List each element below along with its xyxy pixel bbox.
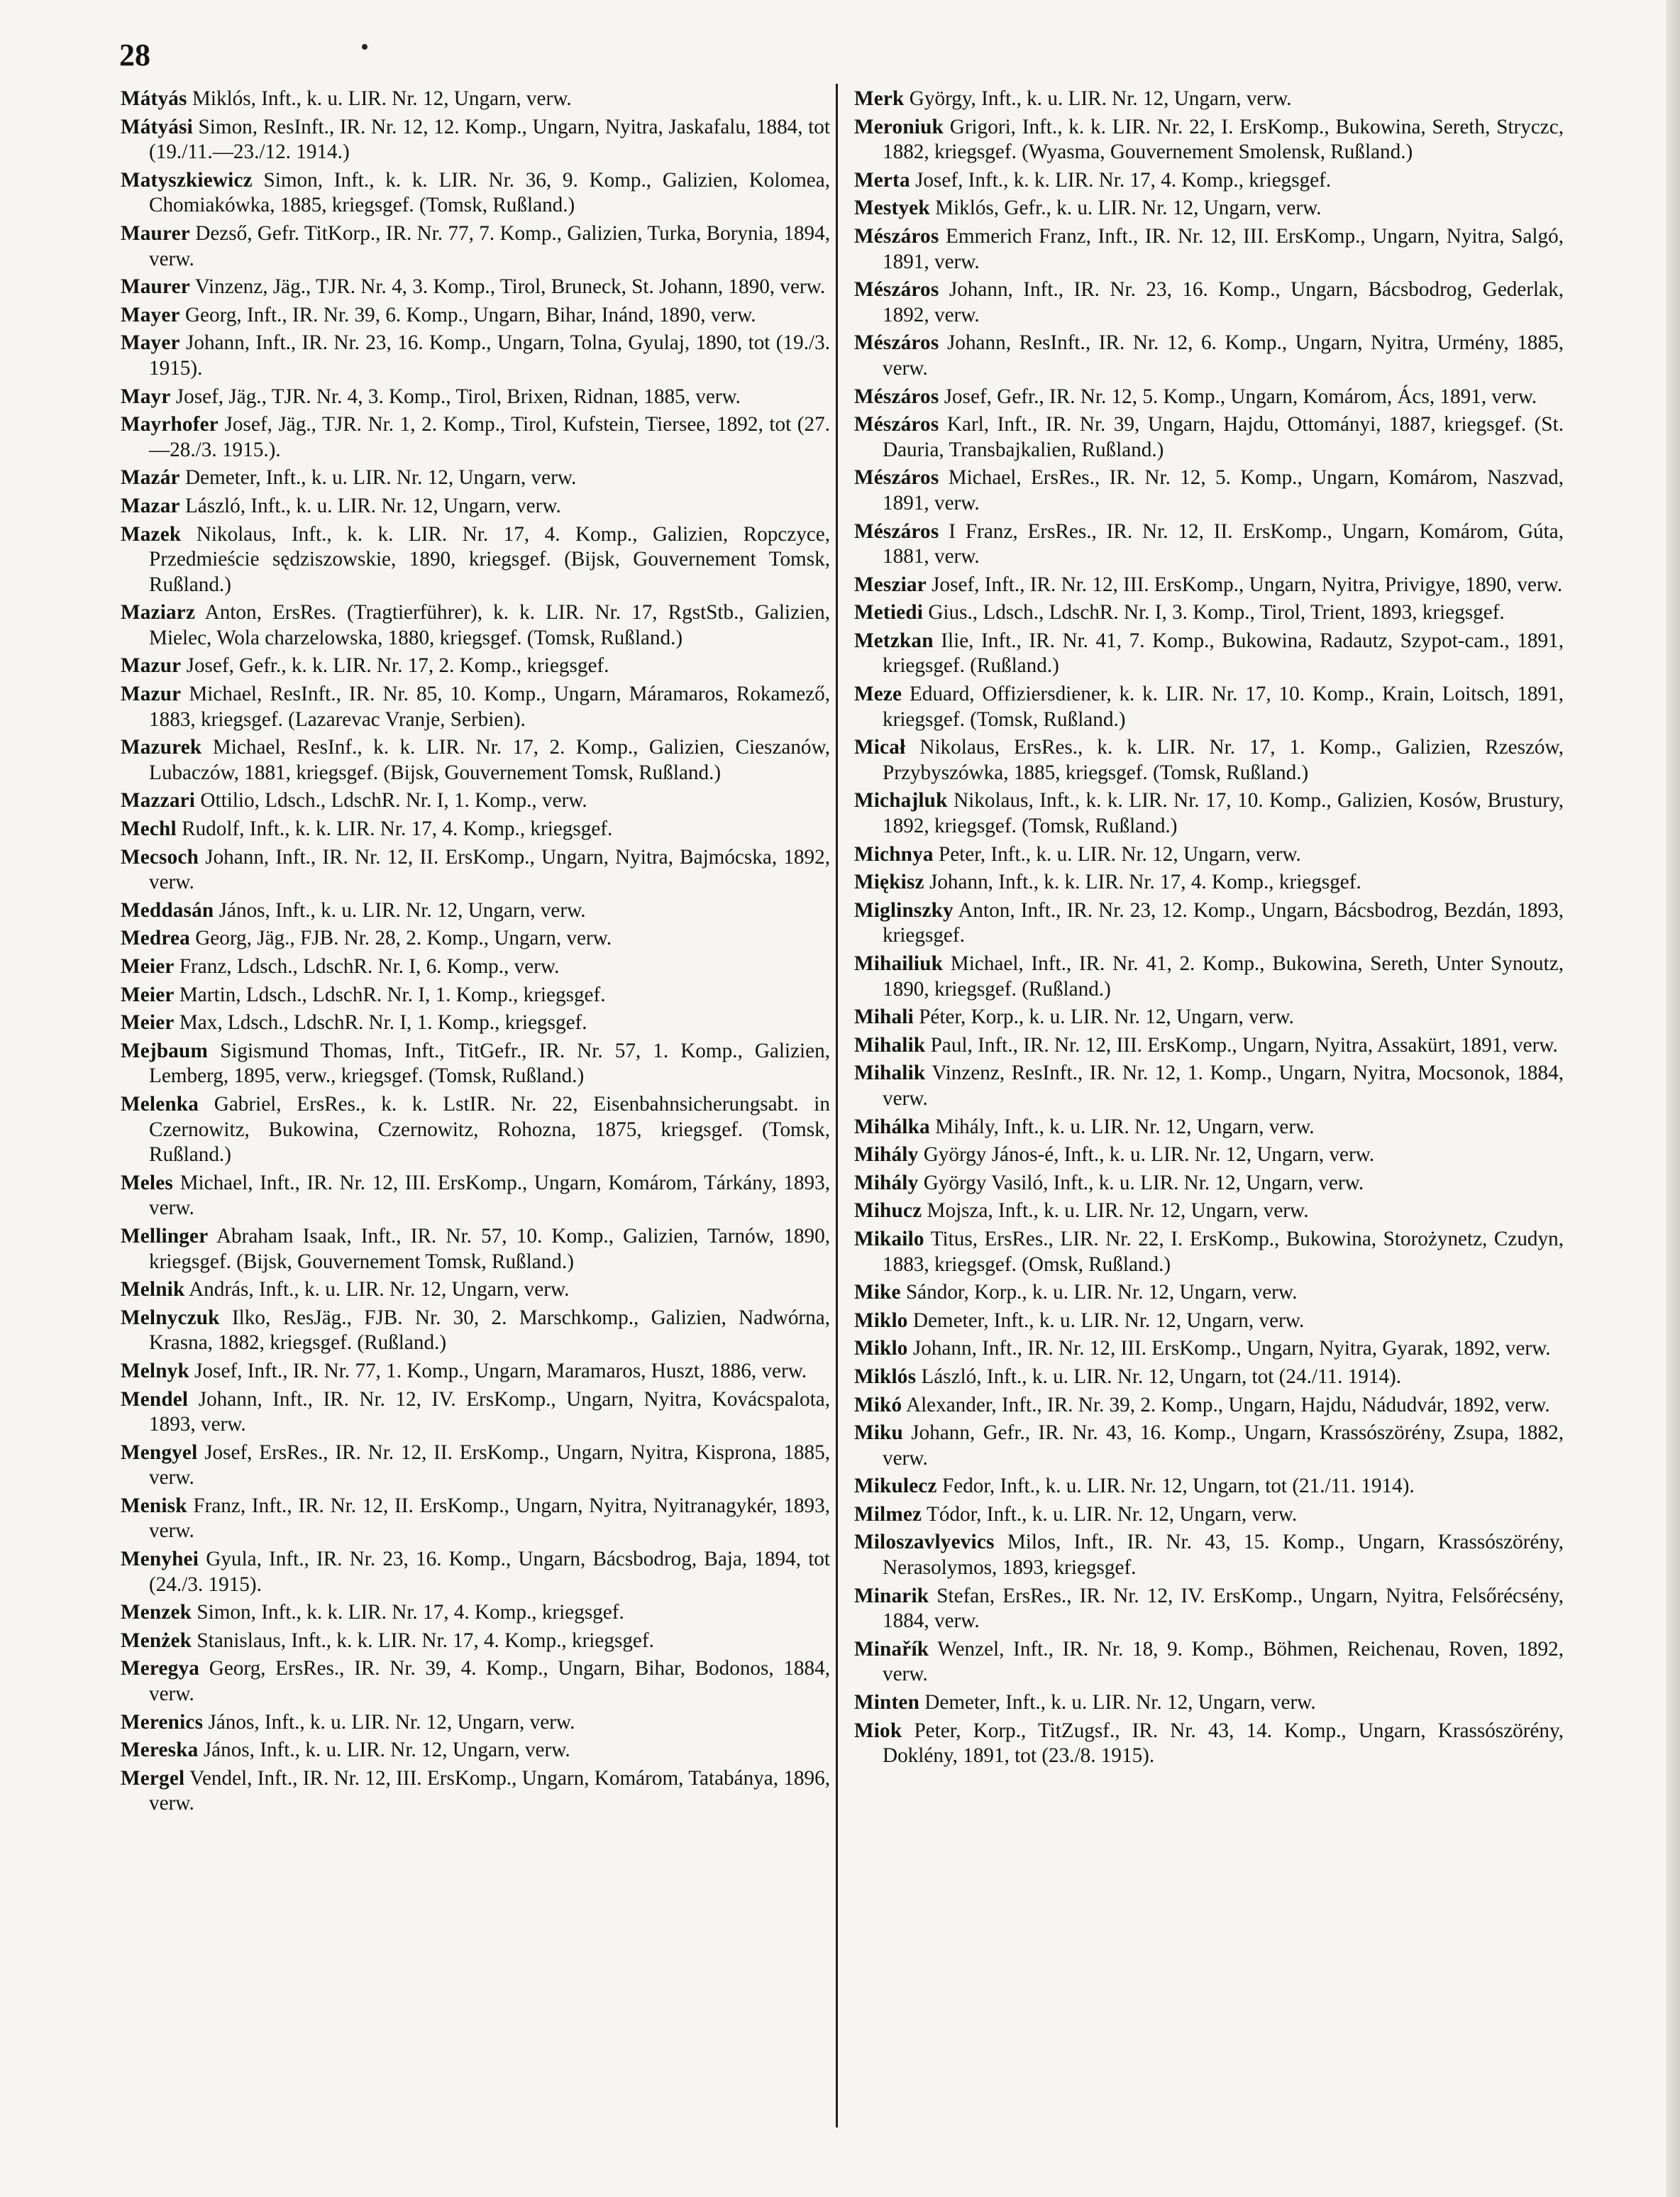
entry-details: Vinzenz, Jäg., TJR. Nr. 4, 3. Komp., Tirol, Bruneck, St. Johann, 1890, verw. [194, 275, 826, 299]
entry-surname: Mestyek [854, 197, 930, 220]
entry-details: Josef, Gefr., k. k. LIR. Nr. 17, 2. Komp., kriegsgef. [186, 654, 609, 678]
list-entry [121, 1494, 830, 1544]
list-entry [854, 1227, 1564, 1277]
list-entry [121, 1441, 830, 1491]
entry-surname: Mikulecz [854, 1475, 937, 1498]
entry-surname: Melnyk [121, 1359, 189, 1382]
list-entry [121, 654, 830, 679]
entry-details: Vinzenz, ResInft., IR. Nr. 12, 1. Komp., Ungarn, Nyitra, Mocsonok, 1884, verw. [883, 1062, 1564, 1110]
list-entry [854, 682, 1564, 732]
list-entry [854, 1005, 1564, 1030]
entry-details: Nikolaus, Inft., k. k. LIR. Nr. 17, 10. Komp., Galizien, Kosów, Brustury, 1892, kriegsgef. (Tomsk, Rußland.) [883, 789, 1564, 838]
entry-surname: Mihailiuk [854, 952, 944, 975]
entry-details: László, Inft., k. u. LIR. Nr. 12, Ungarn, tot (24./11. 1914). [921, 1365, 1402, 1388]
entry-details: Nikolaus, Inft., k. k. LIR. Nr. 17, 4. Komp., Galizien, Ropczyce, Przedmieście sędziszowskie, 1890, kriegsgef. (Bijsk, Gouvernement Tomsk, Rußland.) [149, 522, 831, 596]
entry-surname: Metiedi [854, 601, 924, 624]
list-entry [121, 1171, 830, 1221]
entry-details: Anton, Inft., IR. Nr. 23, 12. Komp., Ungarn, Bácsbodrog, Bezdán, 1893, kriegsgef. [883, 898, 1564, 947]
entry-surname: Miglinszky [854, 898, 954, 922]
entry-details: Abraham Isaak, Inft., IR. Nr. 57, 10. Komp., Galizien, Tarnów, 1890, kriegsgef. (Bijsk, Gouvernement Tomsk, Rußland.) [149, 1224, 830, 1273]
entry-details: I Franz, ErsRes., IR. Nr. 12, II. ErsKomp., Ungarn, Komárom, Gúta, 1881, verw. [883, 519, 1564, 568]
list-entry [121, 522, 830, 598]
entry-surname: Mejbaum [121, 1039, 208, 1062]
list-entry [854, 115, 1564, 165]
entry-details: Wenzel, Inft., IR. Nr. 18, 9. Komp., Böhmen, Reichenau, Roven, 1892, verw. [883, 1637, 1564, 1686]
list-entry [854, 1061, 1564, 1111]
list-entry [121, 303, 830, 329]
list-entry [854, 1365, 1564, 1390]
entry-details: Georg, Jäg., FJB. Nr. 28, 2. Komp., Ungarn, verw. [195, 927, 612, 950]
entry-details: Johann, Inft., IR. Nr. 12, IV. ErsKomp., Ungarn, Nyitra, Kovácspalota, 1893, verw. [149, 1387, 830, 1436]
list-entry [854, 1199, 1564, 1224]
entry-surname: Michajluk [854, 789, 948, 813]
entry-details: Ilko, ResJäg., FJB. Nr. 30, 2. Marschkomp., Galizien, Nadwórna, Krasna, 1882, kriegsgef. (Rußland.) [149, 1306, 830, 1355]
entry-details: Johann, Inft., IR. Nr. 23, 16. Komp., Ungarn, Bácsbodrog, Gederlak, 1892, verw. [883, 278, 1564, 326]
entry-details: Demeter, Inft., k. u. LIR. Nr. 12, Ungarn, verw. [924, 1691, 1316, 1714]
entry-details: Sigismund Thomas, Inft., TitGefr., IR. Nr. 57, 1. Komp., Galizien, Lemberg, 1895, verw., kriegsgef. (Tomsk, Rußland.) [149, 1039, 830, 1088]
list-entry [121, 1224, 830, 1274]
entry-details: Josef, Inft., k. k. LIR. Nr. 17, 4. Komp., kriegsgef. [915, 168, 1332, 192]
list-entry [854, 1584, 1564, 1634]
entry-details: Péter, Korp., k. u. LIR. Nr. 12, Ungarn, verw. [919, 1006, 1294, 1029]
list-entry [854, 1142, 1564, 1168]
list-entry [854, 1171, 1564, 1196]
entry-surname: Mengyel [121, 1441, 198, 1464]
entry-details: Miklós, Gefr., k. u. LIR. Nr. 12, Ungarn, verw. [935, 197, 1322, 220]
entry-details: Grigori, Inft., k. k. LIR. Nr. 22, I. ErsKomp., Bukowina, Sereth, Stryczc, 1882, kriegsgef. (Wyasma, Gouvernement Smolensk, Rußland.) [883, 115, 1564, 164]
list-entry [121, 954, 830, 980]
entry-details: Michael, ResInft., IR. Nr. 85, 10. Komp., Ungarn, Máramaros, Rokamező, 1883, kriegsgef. (Lazarevac Vranje, Serbien). [149, 683, 830, 731]
list-entry [854, 168, 1564, 194]
entry-surname: Melenka [121, 1092, 199, 1116]
list-entry [121, 735, 830, 786]
list-entry [854, 1280, 1564, 1306]
list-entry [121, 331, 830, 381]
entry-surname: Mazur [121, 654, 182, 678]
entry-surname: Meles [121, 1171, 173, 1194]
entry-surname: Mereska [121, 1739, 199, 1762]
list-entry [121, 898, 830, 924]
entry-details: Simon, ResInft., IR. Nr. 12, 12. Komp., Ungarn, Nyitra, Jaskafalu, 1884, tot (19./11.—23./12. 1914.) [149, 115, 830, 164]
list-entry [854, 1502, 1564, 1528]
entry-surname: Mesziar [854, 573, 927, 596]
entry-details: Georg, ErsRes., IR. Nr. 39, 4. Komp., Ungarn, Bihar, Bodonos, 1884, verw. [149, 1657, 831, 1706]
entry-details: Josef, Inft., IR. Nr. 12, III. ErsKomp., Ungarn, Nyitra, Privigye, 1890, verw. [932, 573, 1563, 596]
entry-surname: Mihálka [854, 1115, 930, 1138]
entry-details: Gabriel, ErsRes., k. k. LstIR. Nr. 22, Eisenbahnsicherungsabt. in Czernowitz, Bukowina, Czernowitz, Rohozna, 1875, kriegsgef. (Tomsk, Rußland.) [149, 1092, 831, 1167]
list-entry [854, 952, 1564, 1002]
entry-surname: Meze [854, 683, 902, 706]
entry-details: Peter, Korp., TitZugsf., IR. Nr. 43, 14. Komp., Ungarn, Krassószörény, Doklény, 1891, tot (23./8. 1915). [883, 1719, 1564, 1768]
list-entry [854, 629, 1564, 679]
list-entry [121, 1359, 830, 1384]
list-entry [854, 1421, 1564, 1471]
entry-details: Milos, Inft., IR. Nr. 43, 15. Komp., Ungarn, Krassószörény, Nerasolymos, 1893, kriegsgef. [883, 1531, 1564, 1580]
entry-surname: Merta [854, 168, 910, 192]
list-entry [854, 898, 1564, 949]
entry-surname: Mészáros [854, 385, 939, 408]
entry-surname: Mátyás [121, 87, 187, 110]
list-entry [121, 412, 830, 463]
entry-surname: Meier [121, 955, 175, 978]
entry-surname: Minarik [854, 1584, 929, 1607]
entry-surname: Miok [854, 1719, 902, 1742]
entry-details: Johann, Inft., IR. Nr. 23, 16. Komp., Ungarn, Tolna, Gyulaj, 1890, tot (19./3. 1915). [149, 331, 830, 380]
entry-surname: Mazar [121, 494, 180, 517]
list-entry [854, 1530, 1564, 1580]
entry-details: Johann, Inft., k. k. LIR. Nr. 17, 4. Komp., kriegsgef. [929, 871, 1361, 894]
print-speck [362, 44, 368, 50]
list-entry [854, 1336, 1564, 1362]
entry-details: Karl, Inft., IR. Nr. 39, Ungarn, Hajdu, Ottományi, 1887, kriegsgef. (St. Dauria, Transbajkalien, Rußland.) [883, 413, 1564, 461]
entry-surname: Mazurek [121, 736, 202, 759]
list-entry [121, 87, 830, 112]
entry-details: Gyula, Inft., IR. Nr. 23, 16. Komp., Ungarn, Bácsbodrog, Baja, 1894, tot (24./3. 1915). [149, 1548, 831, 1596]
list-entry [854, 600, 1564, 626]
entry-surname: Maziarz [121, 601, 196, 624]
entry-details: Emmerich Franz, Inft., IR. Nr. 12, III. ErsKomp., Ungarn, Nyitra, Salgó, 1891, verw. [883, 224, 1564, 273]
entry-surname: Matyszkiewicz [121, 168, 253, 192]
page-edge-shadow [1666, 0, 1680, 2197]
list-entry [121, 1766, 830, 1817]
entry-details: Martin, Ldsch., LdschR. Nr. I, 1. Komp., kriegsgef. [179, 983, 606, 1006]
entry-details: Johann, ResInft., IR. Nr. 12, 6. Komp., Ungarn, Nyitra, Urmény, 1885, verw. [883, 331, 1564, 380]
entry-details: Josef, Jäg., TJR. Nr. 4, 3. Komp., Tirol, Brixen, Ridnan, 1885, verw. [175, 385, 741, 408]
list-entry [854, 196, 1564, 221]
entry-details: Peter, Inft., k. u. LIR. Nr. 12, Ungarn, verw. [938, 842, 1301, 866]
entry-details: Michael, Inft., IR. Nr. 41, 2. Komp., Bukowina, Sereth, Unter Synoutz, 1890, kriegsgef. (Rußland.) [883, 952, 1564, 1001]
entry-surname: Merenics [121, 1710, 204, 1734]
entry-details: Nikolaus, ErsRes., k. k. LIR. Nr. 17, 1. Komp., Galizien, Rzeszów, Przybyszówka, 1885, kriegsgef. (Tomsk, Rußland.) [883, 736, 1564, 784]
list-entry [121, 221, 830, 272]
list-entry [854, 331, 1564, 381]
entry-surname: Mikó [854, 1393, 902, 1416]
list-entry [121, 1306, 830, 1356]
entry-details: Eduard, Offiziersdiener, k. k. LIR. Nr. 17, 10. Komp., Krain, Loitsch, 1891, kriegsgef. (Tomsk, Rußland.) [883, 683, 1564, 731]
entry-surname: Mazek [121, 522, 182, 546]
list-entry [854, 87, 1564, 112]
list-entry [854, 412, 1564, 463]
entry-details: András, Inft., k. u. LIR. Nr. 12, Ungarn, verw. [189, 1278, 570, 1301]
entry-surname: Mecsoch [121, 845, 199, 869]
entry-surname: Mazzari [121, 789, 196, 813]
entry-surname: Miklo [854, 1337, 908, 1360]
entry-surname: Miloszavlyevics [854, 1531, 995, 1554]
list-entry [121, 275, 830, 300]
entry-surname: Menisk [121, 1494, 187, 1517]
entry-surname: Mazur [121, 683, 182, 706]
entry-details: Simon, Inft., k. k. LIR. Nr. 36, 9. Komp., Galizien, Kolomea, Chomiakówka, 1885, kriegsgef. (Tomsk, Rußland.) [149, 168, 830, 217]
entry-details: György, Inft., k. u. LIR. Nr. 12, Ungarn, verw. [909, 87, 1292, 110]
entry-details: Ottilio, Ldsch., LdschR. Nr. I, 1. Komp., verw. [200, 789, 587, 813]
list-entry [854, 1115, 1564, 1140]
list-entry [854, 1474, 1564, 1499]
entry-surname: Medrea [121, 927, 190, 950]
entry-surname: Mayer [121, 331, 180, 355]
list-entry [121, 1277, 830, 1303]
entry-details: Michael, ErsRes., IR. Nr. 12, 5. Komp., Ungarn, Komárom, Naszvad, 1891, verw. [883, 466, 1564, 514]
entry-surname: Mészáros [854, 466, 939, 490]
list-entry [854, 870, 1564, 896]
entry-surname: Miklo [854, 1309, 908, 1332]
right-column [854, 87, 1564, 1772]
entry-surname: Meddasán [121, 898, 214, 922]
entry-surname: Mazár [121, 466, 180, 490]
entry-surname: Metzkan [854, 629, 934, 652]
entry-details: Franz, Ldsch., LdschR. Nr. I, 6. Komp., verw. [179, 955, 560, 978]
entry-details: Alexander, Inft., IR. Nr. 39, 2. Komp., Ungarn, Hajdu, Nádudvár, 1892, verw. [905, 1393, 1550, 1416]
list-entry [121, 1629, 830, 1654]
list-entry [854, 735, 1564, 786]
list-entry [854, 573, 1564, 598]
entry-surname: Menzek [121, 1601, 192, 1624]
list-entry [121, 1710, 830, 1736]
entry-details: János, Inft., k. u. LIR. Nr. 12, Ungarn, verw. [208, 1710, 575, 1734]
list-entry [121, 817, 830, 842]
list-entry [121, 494, 830, 519]
entry-surname: Miku [854, 1421, 903, 1445]
left-column [121, 87, 830, 1819]
entry-surname: Mike [854, 1281, 901, 1304]
entry-details: Josef, Jäg., TJR. Nr. 1, 2. Komp., Tirol, Kufstein, Tiersee, 1892, tot (27.—28./3. 1915.). [149, 413, 831, 461]
list-entry [121, 682, 830, 732]
list-entry [121, 466, 830, 491]
entry-surname: Miękisz [854, 871, 924, 894]
entry-surname: Mendel [121, 1387, 189, 1411]
entry-surname: Maurer [121, 275, 190, 299]
list-entry [121, 788, 830, 814]
list-entry [854, 519, 1564, 570]
entry-surname: Merk [854, 87, 905, 110]
list-entry [854, 1309, 1564, 1334]
entry-details: Simon, Inft., k. k. LIR. Nr. 17, 4. Komp., kriegsgef. [197, 1601, 624, 1624]
entry-details: Mihály, Inft., k. u. LIR. Nr. 12, Ungarn, verw. [935, 1115, 1315, 1138]
entry-details: Johann, Inft., IR. Nr. 12, III. ErsKomp., Ungarn, Nyitra, Gyarak, 1892, verw. [912, 1337, 1551, 1360]
entry-details: Stefan, ErsRes., IR. Nr. 12, IV. ErsKomp., Ungarn, Nyitra, Felsőrécsény, 1884, verw. [883, 1584, 1564, 1633]
entry-details: Josef, Gefr., IR. Nr. 12, 5. Komp., Ungarn, Komárom, Ács, 1891, verw. [944, 385, 1537, 408]
entry-details: Franz, Inft., IR. Nr. 12, II. ErsKomp., Ungarn, Nyitra, Nyitranagykér, 1893, verw. [149, 1494, 830, 1543]
entry-details: Michael, Inft., IR. Nr. 12, III. ErsKomp., Ungarn, Komárom, Tárkány, 1893, verw. [149, 1171, 830, 1220]
entry-surname: Mátyási [121, 115, 193, 138]
entry-surname: Micał [854, 736, 906, 759]
list-entry [121, 1039, 830, 1089]
entry-details: Mojsza, Inft., k. u. LIR. Nr. 12, Ungarn, verw. [927, 1199, 1309, 1223]
list-entry [854, 277, 1564, 328]
entry-surname: Minařík [854, 1637, 929, 1661]
list-entry [854, 385, 1564, 410]
list-entry [854, 1393, 1564, 1419]
entry-details: Johann, Gefr., IR. Nr. 43, 16. Komp., Ungarn, Krassószörény, Zsupa, 1882, verw. [883, 1421, 1564, 1470]
entry-details: Ilie, Inft., IR. Nr. 41, 7. Komp., Bukowina, Radautz, Szypot-cam., 1891, kriegsgef. (Rußland.) [883, 629, 1564, 678]
entry-surname: Meregya [121, 1657, 200, 1680]
entry-details: Titus, ErsRes., LIR. Nr. 22, I. ErsKomp., Bukowina, Storożynetz, Czudyn, 1883, kriegsgef. (Omsk, Rußland.) [883, 1227, 1564, 1276]
entry-details: Demeter, Inft., k. u. LIR. Nr. 12, Ungarn, verw. [912, 1309, 1305, 1332]
list-entry [121, 1738, 830, 1763]
entry-surname: Mészáros [854, 519, 939, 543]
entry-surname: Mihucz [854, 1199, 922, 1223]
list-entry [121, 600, 830, 651]
entry-surname: Menżek [121, 1629, 192, 1652]
entry-details: Georg, Inft., IR. Nr. 39, 6. Komp., Ungarn, Bihar, Inánd, 1890, verw. [184, 303, 756, 326]
list-entry [854, 1637, 1564, 1687]
entry-details: Paul, Inft., IR. Nr. 12, III. ErsKomp., Ungarn, Nyitra, Assakürt, 1891, verw. [930, 1033, 1558, 1057]
entry-surname: Milmez [854, 1502, 922, 1526]
entry-surname: Mergel [121, 1766, 185, 1790]
entry-surname: Mihali [854, 1006, 914, 1029]
entry-surname: Mellinger [121, 1224, 209, 1248]
entry-details: Tódor, Inft., k. u. LIR. Nr. 12, Ungarn, verw. [926, 1502, 1298, 1526]
entry-details: Gius., Ldsch., LdschR. Nr. I, 3. Komp., Tirol, Trient, 1893, kriegsgef. [928, 601, 1505, 624]
entry-details: Stanislaus, Inft., k. k. LIR. Nr. 17, 4. Komp., kriegsgef. [197, 1629, 654, 1652]
entry-surname: Mészáros [854, 224, 939, 248]
entry-surname: Meier [121, 983, 175, 1006]
entry-details: László, Inft., k. u. LIR. Nr. 12, Ungarn, verw. [184, 494, 561, 517]
list-entry [121, 385, 830, 410]
entry-details: Josef, Inft., IR. Nr. 77, 1. Komp., Ungarn, Maramaros, Huszt, 1886, verw. [194, 1359, 807, 1382]
entry-surname: Mészáros [854, 331, 939, 355]
list-entry [854, 842, 1564, 868]
entry-surname: Mészáros [854, 278, 939, 302]
entry-surname: Mihály [854, 1171, 919, 1194]
entry-surname: Meroniuk [854, 115, 944, 138]
entry-details: János, Inft., k. u. LIR. Nr. 12, Ungarn, verw. [203, 1739, 570, 1762]
list-entry [854, 224, 1564, 275]
entry-details: Fedor, Inft., k. u. LIR. Nr. 12, Ungarn, tot (21./11. 1914). [942, 1475, 1415, 1498]
entry-surname: Mihály [854, 1143, 919, 1167]
entry-details: Josef, ErsRes., IR. Nr. 12, II. ErsKomp., Ungarn, Nyitra, Kisprona, 1885, verw. [149, 1441, 830, 1490]
list-entry [121, 1092, 830, 1168]
list-entry [121, 115, 830, 165]
entry-surname: Mayrhofer [121, 413, 219, 436]
entry-surname: Mayr [121, 385, 171, 408]
entry-surname: Menyhei [121, 1548, 199, 1571]
list-entry [854, 788, 1564, 839]
list-entry [854, 1690, 1564, 1716]
entry-surname: Mayer [121, 303, 180, 326]
list-entry [854, 466, 1564, 516]
entry-details: György János-é, Inft., k. u. LIR. Nr. 12, Ungarn, verw. [923, 1143, 1375, 1167]
entry-details: Dezső, Gefr. TitKorp., IR. Nr. 77, 7. Komp., Galizien, Turka, Borynia, 1894, verw. [149, 221, 830, 270]
entry-details: György Vasiló, Inft., k. u. LIR. Nr. 12, Ungarn, verw. [923, 1171, 1364, 1194]
list-entry [854, 1719, 1564, 1769]
list-entry [121, 983, 830, 1008]
entry-surname: Mihalik [854, 1033, 926, 1057]
page-number: 28 [119, 38, 150, 72]
entry-details: Demeter, Inft., k. u. LIR. Nr. 12, Ungarn, verw. [184, 466, 577, 490]
entry-details: Michael, ResInf., k. k. LIR. Nr. 17, 2. Komp., Galizien, Cieszanów, Lubaczów, 1881, kriegsgef. (Bijsk, Gouvernement Tomsk, Rußland.) [149, 736, 830, 784]
list-entry [121, 1656, 830, 1707]
list-entry [854, 1033, 1564, 1059]
list-entry [121, 1600, 830, 1626]
entry-surname: Melnik [121, 1278, 185, 1301]
list-entry [121, 1011, 830, 1036]
entry-surname: Mihalik [854, 1062, 926, 1085]
list-entry [121, 168, 830, 219]
entry-surname: Miklós [854, 1365, 917, 1388]
entry-surname: Mikailo [854, 1227, 924, 1250]
entry-surname: Michnya [854, 842, 934, 866]
entry-details: János, Inft., k. u. LIR. Nr. 12, Ungarn, verw. [219, 898, 586, 922]
list-entry [121, 1387, 830, 1438]
entry-details: Rudolf, Inft., k. k. LIR. Nr. 17, 4. Komp., kriegsgef. [182, 817, 613, 841]
entry-details: Vendel, Inft., IR. Nr. 12, III. ErsKomp., Ungarn, Komárom, Tatabánya, 1896, verw. [149, 1766, 830, 1815]
entry-details: Johann, Inft., IR. Nr. 12, II. ErsKomp., Ungarn, Nyitra, Bajmócska, 1892, verw. [149, 845, 831, 894]
entry-surname: Melnyczuk [121, 1306, 220, 1329]
list-entry [121, 845, 830, 896]
entry-details: Max, Ldsch., LdschR. Nr. I, 1. Komp., kriegsgef. [179, 1011, 587, 1035]
column-divider [836, 84, 838, 2127]
list-entry [121, 926, 830, 952]
entry-details: Anton, ErsRes. (Tragtierführer), k. k. LIR. Nr. 17, RgstStb., Galizien, Mielec, Wola charzelowska, 1880, kriegsgef. (Tomsk, Rußland.) [149, 601, 830, 649]
entry-surname: Mechl [121, 817, 177, 841]
list-entry [121, 1547, 830, 1597]
entry-details: Sándor, Korp., k. u. LIR. Nr. 12, Ungarn, verw. [905, 1281, 1298, 1304]
entry-surname: Meier [121, 1011, 175, 1035]
entry-surname: Minten [854, 1691, 919, 1714]
entry-details: Miklós, Inft., k. u. LIR. Nr. 12, Ungarn, verw. [192, 87, 572, 110]
entry-surname: Mészáros [854, 413, 939, 436]
entry-surname: Maurer [121, 221, 190, 245]
